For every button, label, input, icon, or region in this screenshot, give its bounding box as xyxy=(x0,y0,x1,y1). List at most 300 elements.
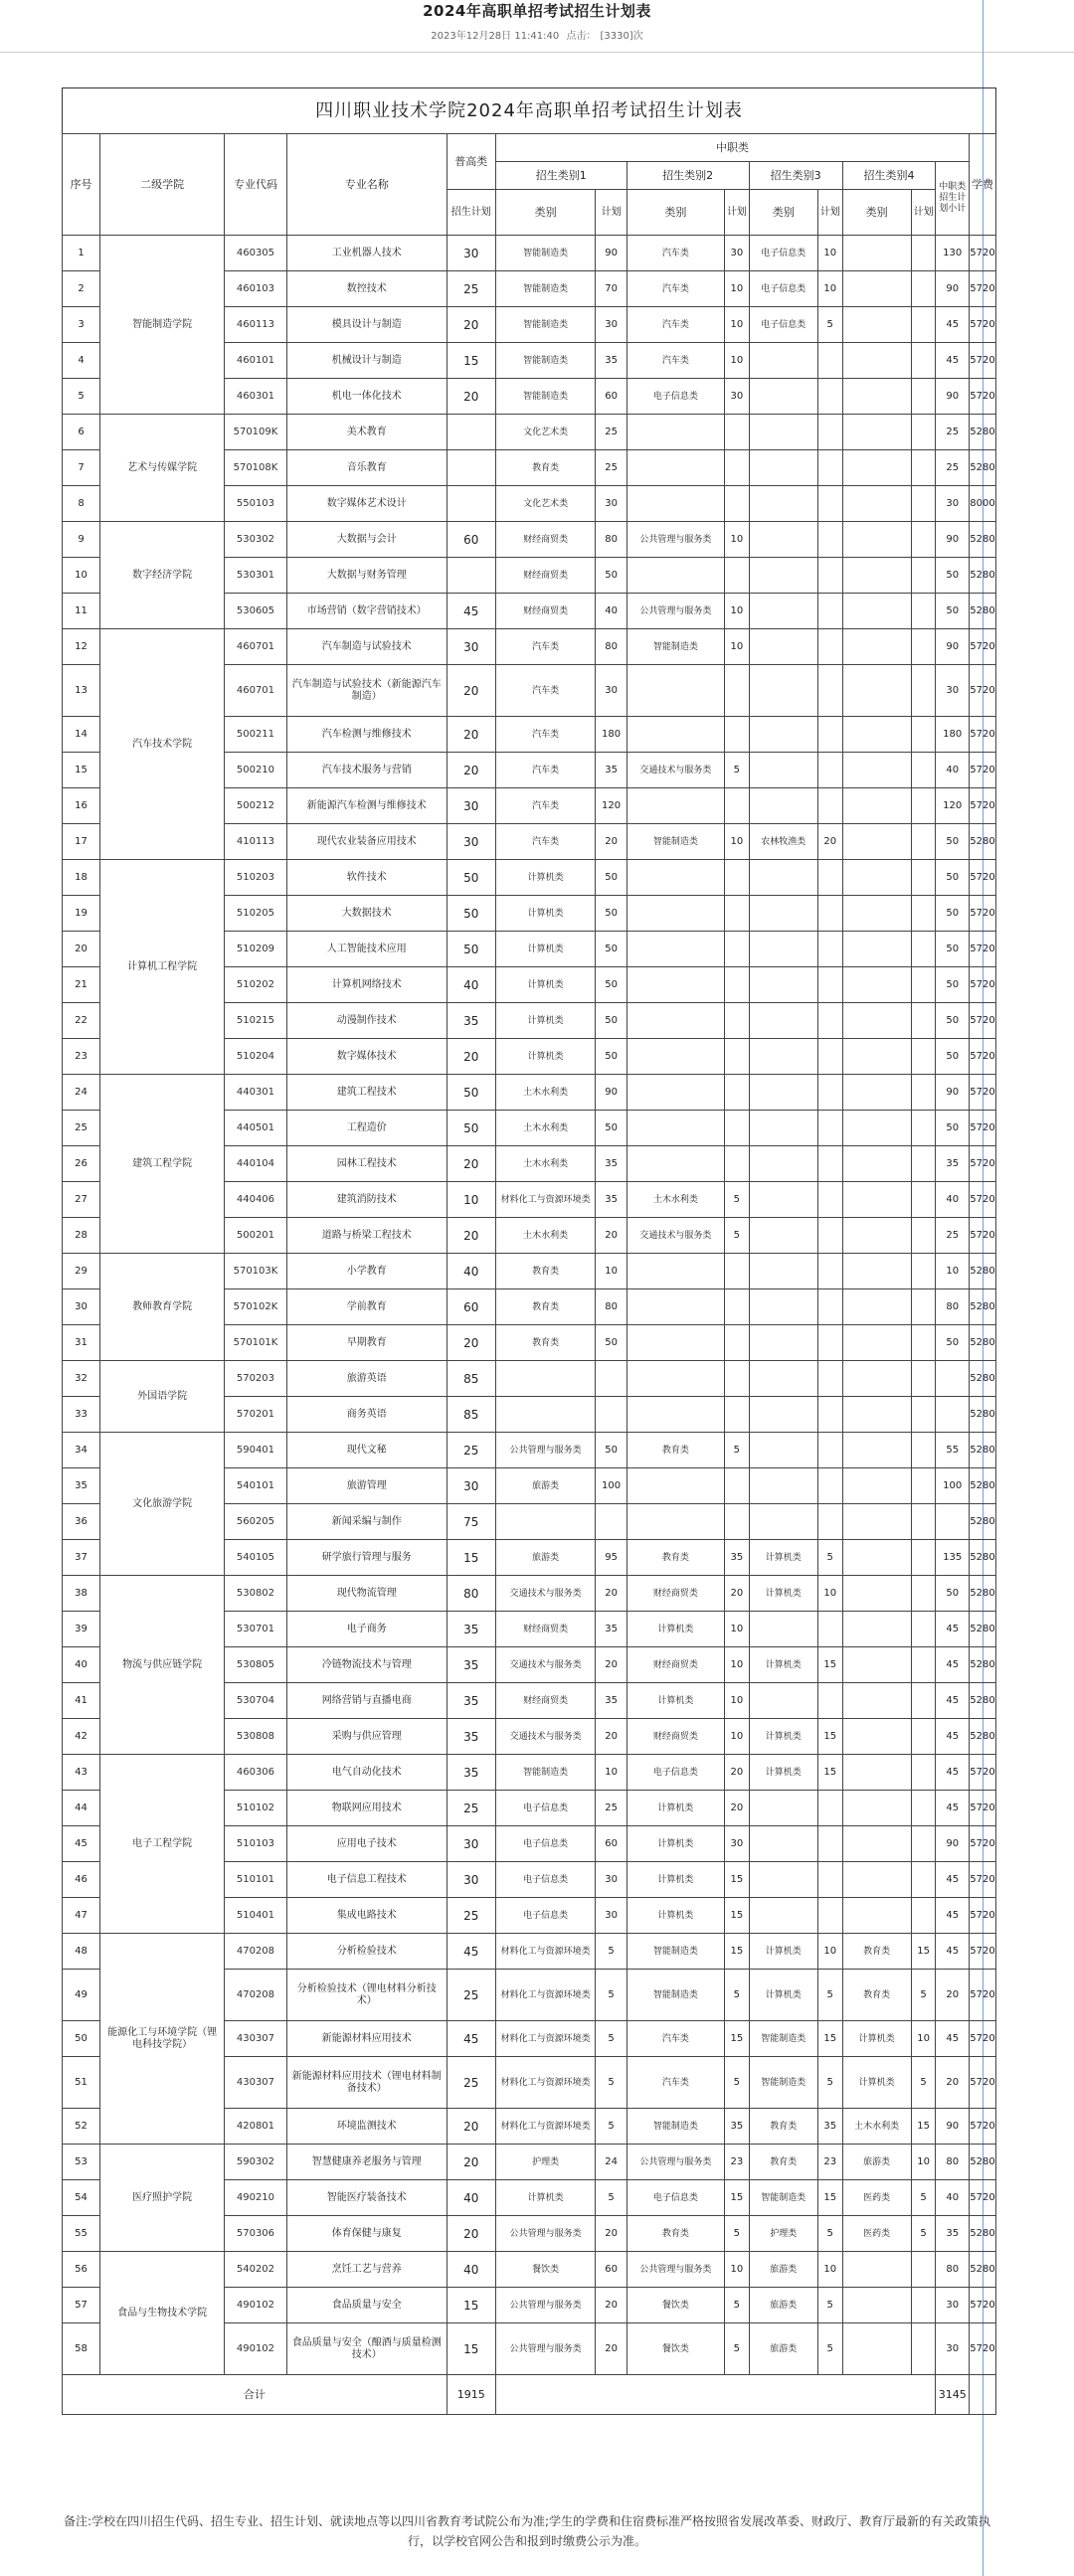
code-cell: 530701 xyxy=(225,1612,287,1647)
college-cell: 文化旅游学院 xyxy=(100,1433,225,1576)
cat1-plan-cell: 5 xyxy=(596,2180,626,2216)
fee-cell: 5720 xyxy=(970,753,996,788)
cat2-plan-cell xyxy=(725,665,750,717)
cat4-plan-cell xyxy=(911,967,936,1003)
cat1-type-cell: 护理类 xyxy=(495,2145,596,2180)
header-major: 专业名称 xyxy=(286,134,447,236)
cat4-type-cell xyxy=(842,1826,911,1862)
major-cell: 大数据技术 xyxy=(286,896,447,932)
cat2-type-cell xyxy=(626,1111,724,1146)
zz-subtotal-cell: 20 xyxy=(936,2057,970,2109)
cat3-type-cell xyxy=(749,1182,817,1218)
major-cell: 数字媒体艺术设计 xyxy=(286,486,447,522)
cat4-plan-cell xyxy=(911,860,936,896)
fee-cell: 5280 xyxy=(970,1576,996,1612)
table-title: 四川职业技术学院2024年高职单招考试招生计划表 xyxy=(62,87,996,134)
zz-subtotal-cell: 45 xyxy=(936,1683,970,1719)
fee-cell: 5720 xyxy=(970,1898,996,1934)
cat2-type-cell: 智能制造类 xyxy=(626,629,724,665)
code-cell: 590302 xyxy=(225,2145,287,2180)
general-plan-cell: 20 xyxy=(447,753,495,788)
cat1-plan-cell: 25 xyxy=(596,450,626,486)
code-cell: 490102 xyxy=(225,2323,287,2375)
table-row xyxy=(63,1254,996,1289)
college-cell: 数字经济学院 xyxy=(100,522,225,629)
cat3-plan-cell xyxy=(817,1111,842,1146)
general-plan-cell: 25 xyxy=(447,2057,495,2109)
cat2-type-cell xyxy=(626,967,724,1003)
code-cell: 510203 xyxy=(225,860,287,896)
code-cell: 460103 xyxy=(225,271,287,307)
major-cell: 分析检验技术 xyxy=(286,1934,447,1970)
general-plan-cell: 10 xyxy=(447,1182,495,1218)
code-cell: 510215 xyxy=(225,1003,287,1039)
cat1-plan-cell: 20 xyxy=(596,1218,626,1254)
cat4-type-cell xyxy=(842,1146,911,1182)
cat1-type-cell: 电子信息类 xyxy=(495,1826,596,1862)
footnote: 备注:学校在四川招生代码、招生专业、招生计划、就读地点等以四川省教育考试院公布为准;学生的学费和住宿费标准严格按照省发展改革委、财政厅、教育厅最新的有关政策执行，以学校官网公告和报到时缴费公示为准。 xyxy=(63,2514,991,2548)
cat3-type-cell xyxy=(749,967,817,1003)
table-row xyxy=(63,1361,996,1397)
cat3-plan-cell xyxy=(817,896,842,932)
cat1-type-cell: 餐饮类 xyxy=(495,2252,596,2288)
zz-subtotal-cell: 45 xyxy=(936,1934,970,1970)
cat2-type-cell xyxy=(626,1325,724,1361)
cat3-type-cell: 旅游类 xyxy=(749,2288,817,2323)
zz-subtotal-cell: 25 xyxy=(936,415,970,450)
cat3-plan-cell xyxy=(817,967,842,1003)
cat2-type-cell: 土木水利类 xyxy=(626,1182,724,1218)
cat4-plan-cell xyxy=(911,1647,936,1683)
code-cell: 440406 xyxy=(225,1182,287,1218)
zz-subtotal-cell: 50 xyxy=(936,824,970,860)
cat1-plan-cell xyxy=(596,1397,626,1433)
cat1-plan-cell: 95 xyxy=(596,1540,626,1576)
major-cell: 食品质量与安全（酿酒与质量检测技术） xyxy=(286,2323,447,2375)
table-row xyxy=(63,2252,996,2288)
cat2-type-cell: 教育类 xyxy=(626,1540,724,1576)
cat4-plan-cell xyxy=(911,717,936,753)
cat1-type-cell: 电子信息类 xyxy=(495,1898,596,1934)
fee-cell: 5720 xyxy=(970,2109,996,2145)
cat1-plan-cell: 10 xyxy=(596,1254,626,1289)
fee-cell: 5280 xyxy=(970,1254,996,1289)
fee-cell: 5280 xyxy=(970,1397,996,1433)
code-cell: 460701 xyxy=(225,665,287,717)
cat3-plan-cell: 5 xyxy=(817,2057,842,2109)
code-cell: 500212 xyxy=(225,788,287,824)
fee-cell: 5720 xyxy=(970,1862,996,1898)
header-divider xyxy=(0,52,1074,53)
general-plan-cell: 25 xyxy=(447,1791,495,1826)
major-cell: 美术教育 xyxy=(286,415,447,450)
cat1-plan-cell: 5 xyxy=(596,2057,626,2109)
fee-cell: 5720 xyxy=(970,1039,996,1075)
cat3-plan-cell xyxy=(817,1504,842,1540)
cat2-plan-cell: 30 xyxy=(725,1826,750,1862)
cat2-plan-cell xyxy=(725,1397,750,1433)
cat1-plan-cell: 50 xyxy=(596,860,626,896)
cat1-plan-cell: 5 xyxy=(596,1934,626,1970)
zz-subtotal-cell: 40 xyxy=(936,2180,970,2216)
cat1-plan-cell: 35 xyxy=(596,753,626,788)
cat2-type-cell: 电子信息类 xyxy=(626,379,724,415)
seq-cell: 14 xyxy=(63,717,100,753)
cat2-plan-cell xyxy=(725,1361,750,1397)
general-plan-cell: 40 xyxy=(447,967,495,1003)
cat3-type-cell xyxy=(749,665,817,717)
fee-cell: 5280 xyxy=(970,1361,996,1397)
major-cell: 模具设计与制造 xyxy=(286,307,447,343)
cat2-type-cell xyxy=(626,896,724,932)
cat2-plan-cell xyxy=(725,558,750,594)
major-cell: 智慧健康养老服务与管理 xyxy=(286,2145,447,2180)
zz-subtotal-cell: 40 xyxy=(936,753,970,788)
zz-subtotal-cell: 50 xyxy=(936,932,970,967)
cat1-plan-cell: 50 xyxy=(596,1433,626,1468)
zz-subtotal-cell: 135 xyxy=(936,1540,970,1576)
cat1-plan-cell: 35 xyxy=(596,343,626,379)
cat3-plan-cell xyxy=(817,665,842,717)
cat3-plan-cell xyxy=(817,594,842,629)
general-plan-cell: 25 xyxy=(447,1970,495,2021)
cat3-type-cell xyxy=(749,788,817,824)
cat4-plan-cell xyxy=(911,1791,936,1826)
cat1-type-cell: 材料化工与资源环境类 xyxy=(495,2021,596,2057)
cat3-plan-cell: 15 xyxy=(817,2180,842,2216)
cat1-plan-cell: 50 xyxy=(596,558,626,594)
header-college: 二级学院 xyxy=(100,134,225,236)
cat2-plan-cell xyxy=(725,486,750,522)
header-general: 普高类 xyxy=(447,134,495,190)
code-cell: 530808 xyxy=(225,1719,287,1755)
zz-subtotal-cell: 30 xyxy=(936,486,970,522)
total-label: 合计 xyxy=(63,2375,448,2415)
general-plan-cell: 35 xyxy=(447,1683,495,1719)
cat1-type-cell xyxy=(495,1504,596,1540)
cat4-plan-cell: 5 xyxy=(911,2216,936,2252)
cat2-type-cell xyxy=(626,1397,724,1433)
header-plan: 计划 xyxy=(596,190,626,236)
cat3-type-cell xyxy=(749,1254,817,1289)
total-row xyxy=(63,2375,996,2415)
zz-subtotal-cell: 45 xyxy=(936,1898,970,1934)
seq-cell: 17 xyxy=(63,824,100,860)
cat4-plan-cell xyxy=(911,1433,936,1468)
zz-subtotal-cell: 30 xyxy=(936,2288,970,2323)
major-cell: 电子信息工程技术 xyxy=(286,1862,447,1898)
code-cell: 510202 xyxy=(225,967,287,1003)
cat1-type-cell: 财经商贸类 xyxy=(495,1612,596,1647)
cat2-type-cell: 汽车类 xyxy=(626,271,724,307)
code-cell: 570203 xyxy=(225,1361,287,1397)
cat1-type-cell: 智能制造类 xyxy=(495,343,596,379)
cat3-type-cell xyxy=(749,1218,817,1254)
major-cell: 计算机网络技术 xyxy=(286,967,447,1003)
cat2-plan-cell xyxy=(725,450,750,486)
cat1-type-cell: 汽车类 xyxy=(495,717,596,753)
cat4-type-cell xyxy=(842,1612,911,1647)
major-cell: 工业机器人技术 xyxy=(286,236,447,271)
cat4-type-cell xyxy=(842,1003,911,1039)
cat4-type-cell: 计算机类 xyxy=(842,2057,911,2109)
zz-subtotal-cell: 90 xyxy=(936,2109,970,2145)
zz-subtotal-cell: 80 xyxy=(936,2252,970,2288)
cat1-plan-cell: 30 xyxy=(596,665,626,717)
major-cell: 分析检验技术（锂电材料分析技术） xyxy=(286,1970,447,2021)
seq-cell: 21 xyxy=(63,967,100,1003)
major-cell: 集成电路技术 xyxy=(286,1898,447,1934)
general-plan-cell: 30 xyxy=(447,236,495,271)
fee-cell: 5720 xyxy=(970,860,996,896)
cat2-plan-cell xyxy=(725,1075,750,1111)
cat4-plan-cell xyxy=(911,1719,936,1755)
cat2-type-cell: 汽车类 xyxy=(626,343,724,379)
cat4-plan-cell xyxy=(911,1218,936,1254)
zz-subtotal-cell: 130 xyxy=(936,236,970,271)
seq-cell: 27 xyxy=(63,1182,100,1218)
cat4-type-cell xyxy=(842,1898,911,1934)
major-cell: 小学教育 xyxy=(286,1254,447,1289)
cat2-type-cell: 公共管理与服务类 xyxy=(626,594,724,629)
cat3-type-cell xyxy=(749,717,817,753)
cat1-type-cell: 土木水利类 xyxy=(495,1218,596,1254)
fee-cell: 5280 xyxy=(970,558,996,594)
code-cell: 530301 xyxy=(225,558,287,594)
zz-subtotal-cell: 50 xyxy=(936,860,970,896)
cat3-type-cell xyxy=(749,896,817,932)
fee-cell: 5720 xyxy=(970,271,996,307)
zz-subtotal-cell xyxy=(936,1504,970,1540)
general-plan-cell: 20 xyxy=(447,2145,495,2180)
zz-subtotal-cell: 35 xyxy=(936,2216,970,2252)
general-plan-cell: 35 xyxy=(447,1612,495,1647)
cat2-plan-cell xyxy=(725,932,750,967)
cat4-plan-cell xyxy=(911,896,936,932)
cat1-type-cell: 财经商贸类 xyxy=(495,594,596,629)
fee-cell: 5720 xyxy=(970,1934,996,1970)
cat4-type-cell xyxy=(842,1647,911,1683)
cat2-type-cell xyxy=(626,665,724,717)
code-cell: 510205 xyxy=(225,896,287,932)
code-cell: 510102 xyxy=(225,1791,287,1826)
code-cell: 490102 xyxy=(225,2288,287,2323)
cat3-type-cell xyxy=(749,450,817,486)
seq-cell: 5 xyxy=(63,379,100,415)
cat2-plan-cell xyxy=(725,1039,750,1075)
zz-subtotal-cell: 50 xyxy=(936,1111,970,1146)
cat2-plan-cell: 10 xyxy=(725,594,750,629)
cat3-type-cell xyxy=(749,1289,817,1325)
cat2-type-cell: 财经商贸类 xyxy=(626,1719,724,1755)
cat1-type-cell: 公共管理与服务类 xyxy=(495,2323,596,2375)
zz-subtotal-cell: 45 xyxy=(936,1647,970,1683)
seq-cell: 30 xyxy=(63,1289,100,1325)
cat2-type-cell: 计算机类 xyxy=(626,1826,724,1862)
zz-subtotal-cell: 50 xyxy=(936,558,970,594)
header-type: 类别 xyxy=(626,190,724,236)
zz-subtotal-cell: 90 xyxy=(936,1075,970,1111)
cat2-type-cell xyxy=(626,1254,724,1289)
major-cell: 体育保健与康复 xyxy=(286,2216,447,2252)
code-cell: 500210 xyxy=(225,753,287,788)
cat2-plan-cell: 10 xyxy=(725,343,750,379)
cat4-type-cell xyxy=(842,415,911,450)
cat1-plan-cell: 20 xyxy=(596,1576,626,1612)
zz-subtotal-cell: 45 xyxy=(936,1791,970,1826)
cat1-plan-cell: 180 xyxy=(596,717,626,753)
general-plan-cell: 15 xyxy=(447,2288,495,2323)
cat4-plan-cell xyxy=(911,1612,936,1647)
cat1-type-cell: 汽车类 xyxy=(495,824,596,860)
cat4-type-cell xyxy=(842,1540,911,1576)
cat2-plan-cell xyxy=(725,860,750,896)
cat2-plan-cell: 15 xyxy=(725,2180,750,2216)
code-cell: 430307 xyxy=(225,2057,287,2109)
cat4-type-cell xyxy=(842,486,911,522)
seq-cell: 20 xyxy=(63,932,100,967)
major-cell: 环境监测技术 xyxy=(286,2109,447,2145)
cat3-plan-cell xyxy=(817,415,842,450)
general-plan-cell: 45 xyxy=(447,2021,495,2057)
cat2-plan-cell: 30 xyxy=(725,236,750,271)
cat3-type-cell: 智能制造类 xyxy=(749,2057,817,2109)
seq-cell: 23 xyxy=(63,1039,100,1075)
cat3-type-cell: 计算机类 xyxy=(749,1540,817,1576)
cat2-type-cell xyxy=(626,1075,724,1111)
cat3-plan-cell xyxy=(817,1898,842,1934)
seq-cell: 51 xyxy=(63,2057,100,2109)
cat4-type-cell xyxy=(842,717,911,753)
cat1-plan-cell: 24 xyxy=(596,2145,626,2180)
zz-subtotal-cell: 45 xyxy=(936,1862,970,1898)
code-cell: 510103 xyxy=(225,1826,287,1862)
fee-cell: 5720 xyxy=(970,2021,996,2057)
fee-cell: 5720 xyxy=(970,1826,996,1862)
cat2-type-cell xyxy=(626,717,724,753)
header-zz-subtotal: 中职类招生计划小计 xyxy=(936,162,970,236)
fee-cell: 5280 xyxy=(970,1719,996,1755)
total-fee-empty xyxy=(970,2375,996,2415)
cat1-type-cell: 汽车类 xyxy=(495,629,596,665)
cat3-type-cell xyxy=(749,1826,817,1862)
cat4-plan-cell xyxy=(911,1397,936,1433)
cat3-plan-cell: 10 xyxy=(817,1934,842,1970)
cat4-plan-cell xyxy=(911,1111,936,1146)
code-cell: 470208 xyxy=(225,1970,287,2021)
major-cell: 汽车制造与试验技术（新能源汽车制造） xyxy=(286,665,447,717)
seq-cell: 55 xyxy=(63,2216,100,2252)
cat4-type-cell: 旅游类 xyxy=(842,2145,911,2180)
general-plan-cell: 25 xyxy=(447,1433,495,1468)
major-cell: 人工智能技术应用 xyxy=(286,932,447,967)
cat1-plan-cell: 30 xyxy=(596,486,626,522)
seq-cell: 9 xyxy=(63,522,100,558)
cat2-plan-cell: 5 xyxy=(725,1970,750,2021)
cat4-plan-cell xyxy=(911,1039,936,1075)
cat1-type-cell: 智能制造类 xyxy=(495,307,596,343)
cat3-type-cell xyxy=(749,1075,817,1111)
general-plan-cell: 30 xyxy=(447,824,495,860)
table-row xyxy=(63,236,996,271)
major-cell: 市场营销（数字营销技术） xyxy=(286,594,447,629)
fee-cell: 5280 xyxy=(970,1433,996,1468)
cat4-plan-cell xyxy=(911,665,936,717)
header-fee: 学费 xyxy=(970,134,996,236)
cat2-type-cell xyxy=(626,486,724,522)
seq-cell: 45 xyxy=(63,1826,100,1862)
general-plan-cell: 60 xyxy=(447,522,495,558)
code-cell: 460701 xyxy=(225,629,287,665)
cat4-plan-cell xyxy=(911,824,936,860)
general-plan-cell: 85 xyxy=(447,1361,495,1397)
zz-subtotal-cell: 50 xyxy=(936,1039,970,1075)
cat2-plan-cell xyxy=(725,1111,750,1146)
college-cell: 建筑工程学院 xyxy=(100,1075,225,1254)
cat4-plan-cell xyxy=(911,1075,936,1111)
code-cell: 540202 xyxy=(225,2252,287,2288)
fee-cell: 5720 xyxy=(970,932,996,967)
cat1-type-cell: 汽车类 xyxy=(495,788,596,824)
total-zz: 3145 xyxy=(936,2375,970,2415)
cat4-type-cell xyxy=(842,1254,911,1289)
cat2-type-cell: 财经商贸类 xyxy=(626,1647,724,1683)
college-cell: 医疗照护学院 xyxy=(100,2145,225,2252)
cat4-type-cell xyxy=(842,1862,911,1898)
cat4-type-cell: 医药类 xyxy=(842,2216,911,2252)
cat2-plan-cell xyxy=(725,1146,750,1182)
table-row xyxy=(63,1755,996,1791)
cat1-plan-cell: 90 xyxy=(596,1075,626,1111)
cat2-plan-cell xyxy=(725,1504,750,1540)
cat1-plan-cell: 5 xyxy=(596,2109,626,2145)
header-cat3: 招生类别3 xyxy=(749,162,842,190)
cat3-type-cell xyxy=(749,415,817,450)
cat2-plan-cell: 15 xyxy=(725,1862,750,1898)
cat2-plan-cell: 10 xyxy=(725,522,750,558)
fee-cell: 5280 xyxy=(970,824,996,860)
cat1-plan-cell: 20 xyxy=(596,824,626,860)
clicks-label: 点击： xyxy=(566,31,597,42)
general-plan-cell: 50 xyxy=(447,1075,495,1111)
cat2-type-cell: 智能制造类 xyxy=(626,1934,724,1970)
fee-cell: 5720 xyxy=(970,2057,996,2109)
college-cell: 艺术与传媒学院 xyxy=(100,415,225,522)
code-cell: 530805 xyxy=(225,1647,287,1683)
general-plan-cell: 35 xyxy=(447,1647,495,1683)
cat1-type-cell: 材料化工与资源环境类 xyxy=(495,1182,596,1218)
cat1-plan-cell xyxy=(596,1361,626,1397)
cat2-plan-cell: 10 xyxy=(725,2252,750,2288)
cat2-type-cell: 汽车类 xyxy=(626,2057,724,2109)
fee-cell: 5720 xyxy=(970,1075,996,1111)
cat1-plan-cell: 20 xyxy=(596,1719,626,1755)
cat4-type-cell xyxy=(842,2252,911,2288)
major-cell: 新闻采编与制作 xyxy=(286,1504,447,1540)
cat4-type-cell xyxy=(842,236,911,271)
cat2-type-cell: 电子信息类 xyxy=(626,2180,724,2216)
publish-time: 2023年12月28日 11:41:40 xyxy=(431,31,560,42)
cat3-plan-cell xyxy=(817,1182,842,1218)
cat3-plan-cell xyxy=(817,860,842,896)
cat1-plan-cell: 35 xyxy=(596,1182,626,1218)
zz-subtotal-cell: 50 xyxy=(936,594,970,629)
cat4-type-cell xyxy=(842,824,911,860)
cat2-type-cell xyxy=(626,1361,724,1397)
fee-cell: 5280 xyxy=(970,1612,996,1647)
cat4-plan-cell xyxy=(911,2252,936,2288)
cat1-plan-cell: 10 xyxy=(596,1755,626,1791)
